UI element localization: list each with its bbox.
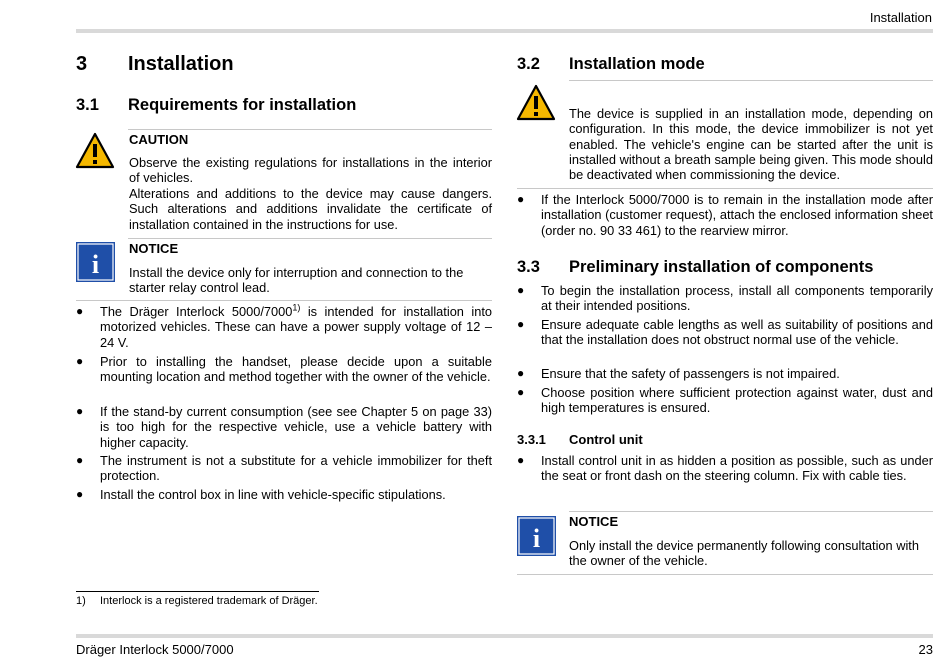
- notice-text: Only install the device permanently following consultation with the owner of the vehicle.: [569, 538, 919, 569]
- divider: [128, 238, 492, 239]
- chapter-title: Installation: [128, 53, 234, 75]
- list-item: ● Install the control box in line with vehicle-specific stipulations.: [76, 487, 446, 502]
- caution-paragraph: Alterations and additions to the device may cause dangers. Such alterations and additions invalidate the certificate of installation contained in the instructions for use.: [129, 186, 492, 232]
- warning-triangle-icon: [75, 132, 115, 170]
- divider: [76, 300, 492, 301]
- notice-label: NOTICE: [129, 241, 179, 256]
- footnote-number: 1): [76, 595, 86, 607]
- subsection-title: Control unit: [569, 432, 643, 447]
- list-item: ● If the stand-by current consumption (see see Chapter 5 on page 33) is too high for the respective vehicle, use a vehicle battery with higher capacity.: [76, 404, 492, 450]
- footnote-text: Interlock is a registered trademark of Dräger.: [100, 595, 318, 607]
- bullet-icon: ●: [517, 453, 525, 467]
- info-icon: [76, 242, 115, 282]
- footer-rule: [76, 634, 933, 638]
- divider: [517, 188, 933, 189]
- divider: [569, 80, 933, 81]
- running-header: Installation: [869, 10, 932, 25]
- page-number: 23: [918, 642, 933, 657]
- bullet-icon: ●: [76, 487, 84, 501]
- section-number: 3.1: [76, 96, 99, 114]
- bullet-icon: ●: [517, 283, 525, 297]
- section-title: Requirements for installation: [128, 96, 357, 114]
- list-item: ● To begin the installation process, install all components temporarily at their intended positions.: [517, 283, 933, 314]
- list-item: ● Ensure adequate cable lengths as well as suitability of positions and that the installation does not obstruct normal use of the vehicle.: [517, 317, 933, 348]
- list-item: ● The Dräger Interlock 5000/7000$^{1)}$ is intended for installation into motorized vehicles. These can have a power supply voltage of 12 – 24 V.: [76, 302, 493, 350]
- list-item: ● If the Interlock 5000/7000 is to remain in the installation mode after installation (customer request), attach the enclosed information sheet (order no. 90 33 461) to the rearview mirror.: [517, 192, 933, 238]
- divider: [569, 511, 933, 512]
- list-item: ● The instrument is not a substitute for a vehicle immobilizer for theft protection.: [76, 453, 492, 484]
- footer-product: Dräger Interlock 5000/7000: [76, 642, 234, 657]
- list-item: ● Choose position where sufficient protection against water, dust and high temperatures is ensured.: [517, 385, 933, 416]
- caution-label: CAUTION: [129, 132, 189, 147]
- svg-text:i: i: [91, 250, 100, 279]
- bullet-icon: ●: [517, 192, 525, 206]
- info-icon: [517, 516, 556, 556]
- footnote-rule: [76, 591, 319, 592]
- warning-text: The device is supplied in an installation mode, depending on configuration. In this mode, the device immobilizer is not yet enabled. The vehicle's engine can be started after the unit is installed without a breath sample being given. This mode should be deactivated when commissioning the device.: [569, 106, 933, 183]
- warning-triangle-icon: [516, 84, 556, 122]
- section-title: Preliminary installation of components: [569, 258, 874, 276]
- chapter-number: 3: [76, 53, 88, 75]
- bullet-icon: ●: [76, 404, 84, 418]
- section-number: 3.3: [517, 258, 540, 276]
- section-number: 3.2: [517, 55, 540, 73]
- divider: [128, 129, 492, 130]
- divider: [517, 574, 933, 575]
- list-item: ● Ensure that the safety of passengers is not impaired.: [517, 366, 840, 381]
- bullet-icon: ●: [76, 354, 84, 368]
- header-rule: [76, 29, 933, 33]
- bullet-icon: ●: [76, 304, 84, 318]
- notice-text: Install the device only for interruption and connection to the starter relay control lead.: [129, 265, 464, 296]
- caution-paragraph: Observe the existing regulations for installations in the interior of vehicles.: [129, 155, 492, 186]
- svg-text:i: i: [532, 524, 541, 553]
- subsection-number: 3.3.1: [517, 432, 546, 447]
- list-item: ● Install control unit in as hidden a position as possible, such as under the seat or front dash on the steering column. Fix with cable ties.: [517, 453, 933, 484]
- bullet-icon: ●: [517, 317, 525, 331]
- bullet-icon: ●: [76, 453, 84, 467]
- list-item: ● Prior to installing the handset, please decide upon a suitable mounting location and method together with the owner of the vehicle.: [76, 354, 492, 385]
- section-title: Installation mode: [569, 55, 705, 73]
- bullet-icon: ●: [517, 366, 525, 380]
- notice-label: NOTICE: [569, 514, 619, 529]
- bullet-icon: ●: [517, 385, 525, 399]
